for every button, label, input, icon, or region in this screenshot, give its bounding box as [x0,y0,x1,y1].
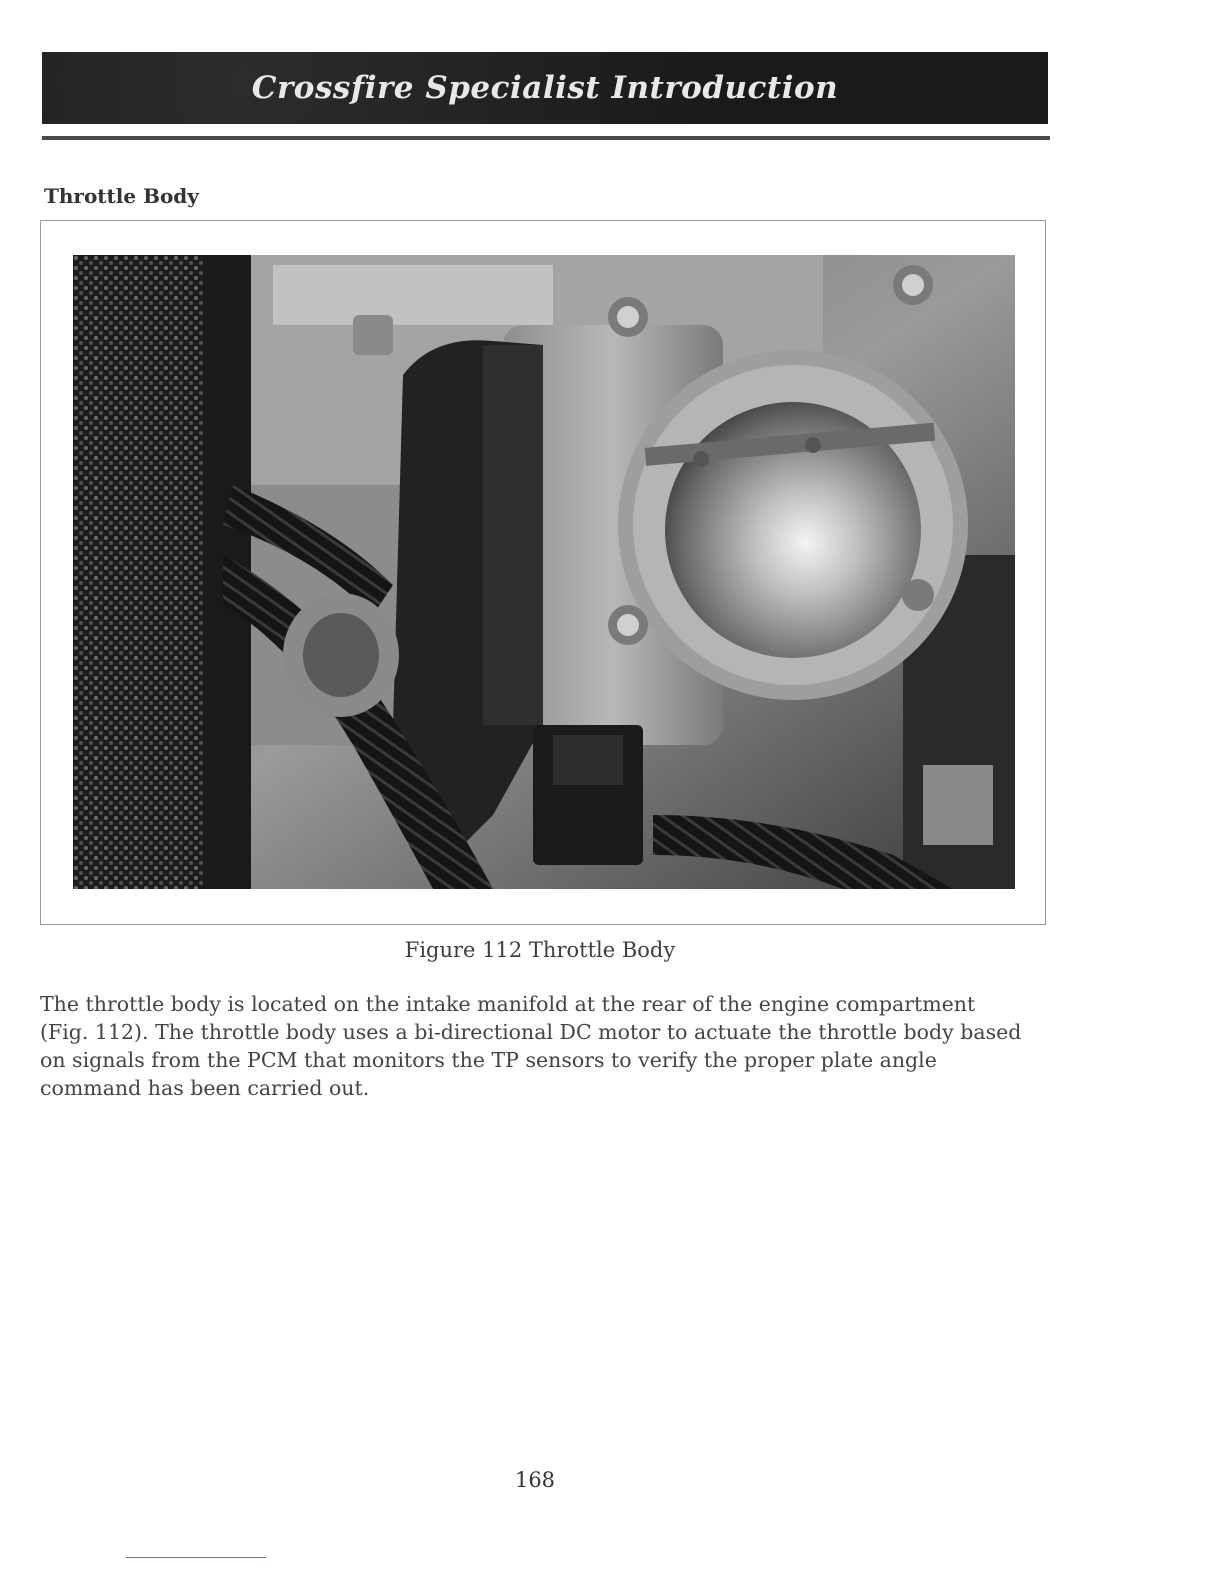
figure-caption: Figure 112 Throttle Body [404,938,676,962]
throttle-body-photo [73,255,1015,889]
section-heading: Throttle Body [44,184,199,208]
page-header-title: Crossfire Specialist Introduction [251,70,839,106]
body-paragraph: The throttle body is located on the intake manifold at the rear of the engine compartment (Fig. 112). The throttle body uses a bi-directional DC motor to actuate the throttle body based on signals from the PCM that monitors the TP sensors to verify the proper plate angle command has been carried out. [40,992,1022,1100]
header-divider [42,136,1050,140]
header-banner [42,52,1048,124]
figure-frame [40,220,1046,925]
page-number: 168 [514,1468,556,1492]
footer-line [126,1557,266,1558]
